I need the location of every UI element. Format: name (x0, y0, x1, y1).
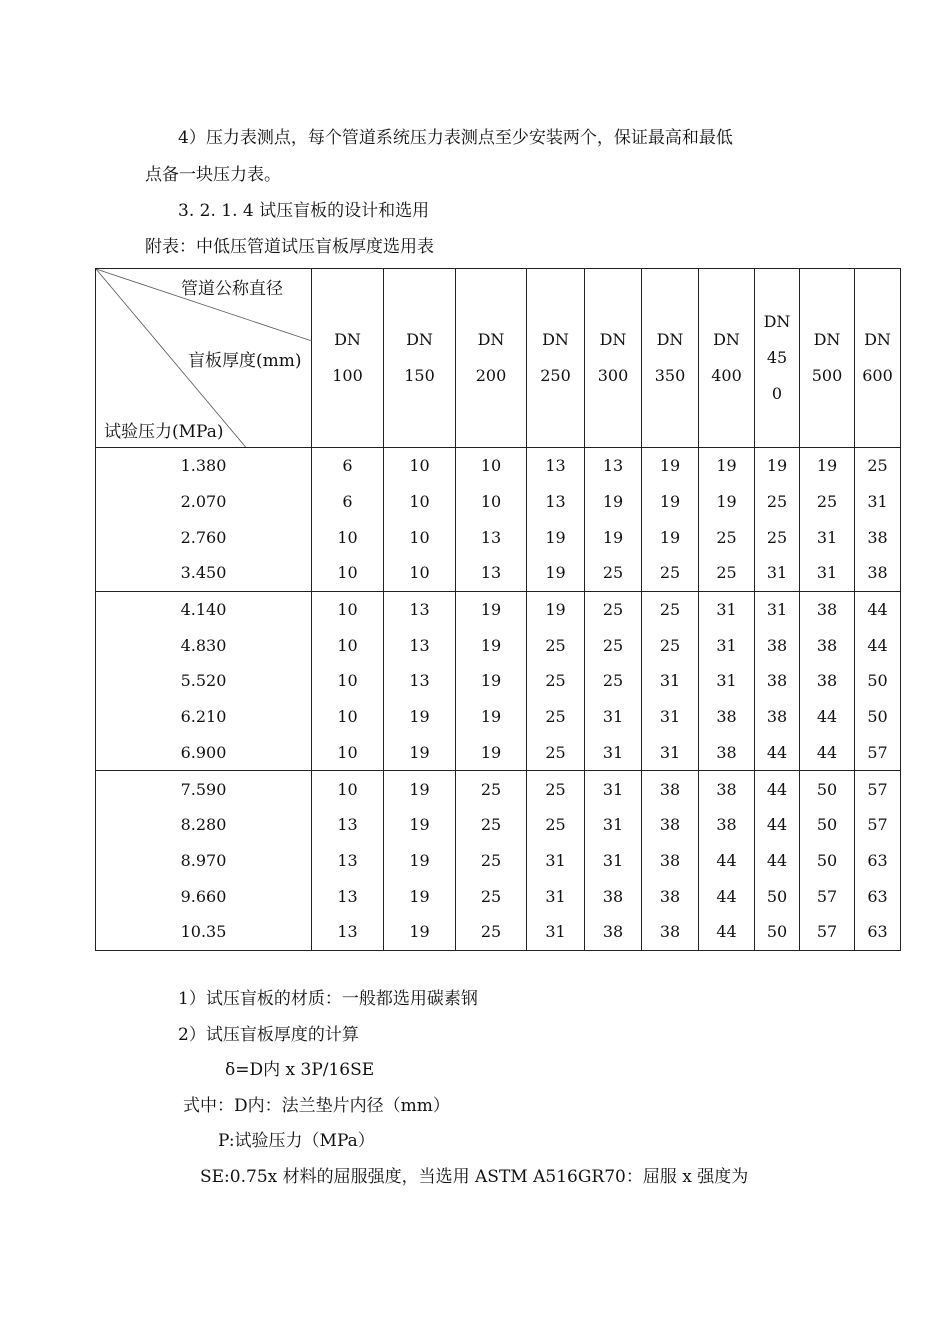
dn-header-text: 250 (540, 366, 571, 385)
table-row (96, 878, 901, 914)
thickness-cell: 50 (800, 807, 855, 843)
thickness-cell: 50 (800, 771, 855, 807)
thickness-cell: 50 (755, 878, 800, 914)
thickness-cell: 38 (855, 555, 901, 591)
thickness-cell: 19 (384, 771, 456, 807)
dn-header-text: 45 (766, 348, 788, 367)
dn-header-text: DN (713, 330, 740, 349)
thickness-cell: 25 (642, 627, 699, 663)
thickness-cell: 19 (699, 484, 755, 520)
pressure-cell: 9.660 (96, 878, 312, 914)
dn-header-text: 600 (862, 366, 893, 385)
thickness-cell: 13 (312, 843, 384, 879)
dn-column-header (384, 269, 456, 448)
thickness-cell: 25 (527, 735, 585, 771)
dn-header-text: 200 (475, 366, 507, 385)
thickness-cell: 31 (699, 627, 755, 663)
thickness-cell: 19 (755, 448, 800, 484)
dn-column-header (855, 269, 901, 448)
thickness-cell: 13 (312, 878, 384, 914)
table-row (96, 914, 901, 950)
corner-header-cell (96, 269, 312, 448)
thickness-cell: 25 (456, 771, 527, 807)
header-nominal-diameter: 管道公称直径 (181, 279, 283, 299)
formula: δ=D内 x 3P/16SE (225, 1060, 375, 1080)
thickness-cell: 25 (456, 914, 527, 950)
thickness-cell: 57 (855, 807, 901, 843)
pressure-cell: 6.900 (96, 735, 312, 771)
pressure-cell: 8.280 (96, 807, 312, 843)
blind-thickness-table (95, 268, 901, 951)
thickness-cell: 19 (456, 591, 527, 627)
thickness-cell: 19 (527, 555, 585, 591)
dn-header-text: DN (656, 330, 684, 349)
dn-header-text: 350 (654, 366, 686, 385)
formula-definition: SE:0.75x 材料的屈服强度，当选用 ASTM A516GR70：屈服 x 强度为 (200, 1167, 749, 1187)
thickness-cell: 10 (384, 555, 456, 591)
dn-column-header (800, 269, 855, 448)
table-row (96, 591, 901, 627)
thickness-cell: 19 (699, 448, 755, 484)
pressure-cell: 10.35 (96, 914, 312, 950)
thickness-cell: 19 (456, 699, 527, 735)
dn-column-header (699, 269, 755, 448)
dn-header-text: DN (334, 330, 361, 349)
thickness-cell: 38 (800, 663, 855, 699)
thickness-cell: 10 (384, 484, 456, 520)
thickness-cell: 57 (855, 735, 901, 771)
table-row (96, 448, 901, 484)
thickness-cell: 19 (384, 843, 456, 879)
thickness-cell: 31 (585, 771, 642, 807)
thickness-cell: 44 (699, 878, 755, 914)
thickness-cell: 25 (800, 484, 855, 520)
thickness-cell: 10 (384, 519, 456, 555)
pressure-cell: 2.760 (96, 519, 312, 555)
thickness-cell: 44 (800, 735, 855, 771)
thickness-cell: 31 (585, 699, 642, 735)
thickness-cell: 19 (800, 448, 855, 484)
thickness-cell: 25 (585, 555, 642, 591)
pressure-cell: 5.520 (96, 663, 312, 699)
thickness-cell: 31 (642, 663, 699, 699)
thickness-cell: 10 (312, 519, 384, 555)
dn-column-header (527, 269, 585, 448)
thickness-cell: 25 (642, 555, 699, 591)
thickness-cell: 25 (527, 627, 585, 663)
thickness-cell: 31 (755, 555, 800, 591)
thickness-cell: 19 (642, 448, 699, 484)
dn-header-text: DN (477, 330, 505, 349)
thickness-cell: 10 (312, 555, 384, 591)
table-row (96, 771, 901, 807)
thickness-cell: 63 (855, 878, 901, 914)
thickness-cell: 38 (642, 771, 699, 807)
thickness-cell: 25 (755, 484, 800, 520)
thickness-cell: 44 (855, 627, 901, 663)
dn-header-text: 400 (711, 366, 742, 385)
thickness-cell: 25 (456, 807, 527, 843)
thickness-cell: 38 (699, 771, 755, 807)
dn-header-text: 500 (811, 366, 843, 385)
thickness-cell: 19 (642, 519, 699, 555)
thickness-cell: 63 (855, 843, 901, 879)
dn-header-text: 0 (771, 384, 783, 403)
pressure-cell: 6.210 (96, 699, 312, 735)
thickness-cell: 38 (755, 627, 800, 663)
thickness-cell: 38 (800, 627, 855, 663)
thickness-cell: 38 (642, 843, 699, 879)
thickness-cell: 6 (312, 484, 384, 520)
thickness-cell: 50 (855, 699, 901, 735)
pressure-cell: 2.070 (96, 484, 312, 520)
thickness-cell: 57 (800, 878, 855, 914)
thickness-cell: 13 (456, 555, 527, 591)
thickness-cell: 31 (527, 878, 585, 914)
thickness-cell: 13 (527, 484, 585, 520)
thickness-cell: 50 (755, 914, 800, 950)
thickness-cell: 13 (585, 448, 642, 484)
dn-header-text: 300 (597, 366, 629, 385)
thickness-cell: 13 (527, 448, 585, 484)
thickness-cell: 25 (642, 591, 699, 627)
thickness-cell: 38 (699, 807, 755, 843)
thickness-cell: 38 (585, 878, 642, 914)
thickness-cell: 25 (585, 663, 642, 699)
thickness-cell: 44 (755, 771, 800, 807)
thickness-cell: 31 (755, 591, 800, 627)
thickness-cell: 25 (699, 555, 755, 591)
thickness-cell: 31 (585, 843, 642, 879)
dn-column-header (456, 269, 527, 448)
table-caption: 附表：中低压管道试压盲板厚度选用表 (145, 237, 434, 257)
thickness-cell: 19 (585, 519, 642, 555)
dn-column-header (755, 269, 800, 448)
table-row (96, 519, 901, 555)
note-line: 2）试压盲板厚度的计算 (178, 1025, 359, 1045)
dn-column-header (642, 269, 699, 448)
thickness-cell: 13 (456, 519, 527, 555)
dn-header-text: 150 (404, 366, 435, 385)
thickness-cell: 38 (642, 878, 699, 914)
formula-definition: 式中：D内：法兰垫片内径（mm） (183, 1096, 450, 1116)
thickness-cell: 44 (755, 735, 800, 771)
thickness-cell: 31 (585, 735, 642, 771)
thickness-cell: 25 (527, 699, 585, 735)
header-blind-thickness: 盲板厚度(mm) (188, 351, 302, 371)
thickness-cell: 50 (855, 663, 901, 699)
thickness-cell: 25 (755, 519, 800, 555)
thickness-cell: 19 (456, 663, 527, 699)
thickness-cell: 44 (699, 843, 755, 879)
thickness-cell: 13 (312, 914, 384, 950)
dn-header-text: DN (763, 312, 791, 331)
thickness-cell: 44 (855, 591, 901, 627)
thickness-cell: 10 (384, 448, 456, 484)
thickness-cell: 25 (855, 448, 901, 484)
table-row (96, 484, 901, 520)
thickness-cell: 44 (755, 843, 800, 879)
thickness-cell: 10 (456, 448, 527, 484)
thickness-cell: 10 (312, 699, 384, 735)
header-test-pressure: 试验压力(MPa) (104, 422, 224, 442)
paragraph-line: 4）压力表测点，每个管道系统压力表测点至少安装两个，保证最高和最低 (178, 128, 733, 148)
table-row (96, 627, 901, 663)
pressure-cell: 4.140 (96, 591, 312, 627)
thickness-cell: 44 (699, 914, 755, 950)
dn-column-header (585, 269, 642, 448)
thickness-cell: 25 (527, 807, 585, 843)
thickness-cell: 57 (855, 771, 901, 807)
thickness-cell: 31 (642, 699, 699, 735)
pressure-cell: 8.970 (96, 843, 312, 879)
table-row (96, 699, 901, 735)
thickness-cell: 25 (456, 878, 527, 914)
thickness-cell: 25 (456, 843, 527, 879)
thickness-cell: 63 (855, 914, 901, 950)
formula-definition: P:试验压力（MPa） (218, 1131, 375, 1151)
thickness-cell: 38 (585, 914, 642, 950)
thickness-cell: 19 (527, 591, 585, 627)
table-row (96, 843, 901, 879)
paragraph-line: 点备一块压力表。 (145, 165, 281, 185)
table-row (96, 555, 901, 591)
thickness-cell: 13 (384, 627, 456, 663)
thickness-cell: 19 (527, 519, 585, 555)
thickness-cell: 19 (384, 699, 456, 735)
dn-column-header (312, 269, 384, 448)
table-row (96, 663, 901, 699)
thickness-cell: 38 (855, 519, 901, 555)
thickness-cell: 31 (855, 484, 901, 520)
pressure-cell: 3.450 (96, 555, 312, 591)
thickness-cell: 19 (384, 807, 456, 843)
thickness-cell: 19 (384, 878, 456, 914)
dn-header-text: DN (813, 330, 841, 349)
thickness-cell: 13 (312, 807, 384, 843)
thickness-cell: 38 (699, 699, 755, 735)
thickness-cell: 31 (699, 591, 755, 627)
pressure-cell: 4.830 (96, 627, 312, 663)
thickness-cell: 19 (384, 914, 456, 950)
dn-header-text: DN (599, 330, 627, 349)
pressure-cell: 7.590 (96, 771, 312, 807)
thickness-cell: 31 (527, 843, 585, 879)
thickness-cell: 50 (800, 843, 855, 879)
pressure-cell: 1.380 (96, 448, 312, 484)
thickness-cell: 31 (800, 555, 855, 591)
thickness-cell: 19 (456, 735, 527, 771)
thickness-cell: 19 (642, 484, 699, 520)
thickness-cell: 19 (585, 484, 642, 520)
thickness-cell: 31 (527, 914, 585, 950)
thickness-cell: 25 (527, 771, 585, 807)
dn-header-text: DN (406, 330, 433, 349)
thickness-cell: 10 (312, 663, 384, 699)
table-header-row (96, 269, 901, 448)
thickness-cell: 31 (585, 807, 642, 843)
thickness-cell: 10 (312, 591, 384, 627)
thickness-cell: 19 (456, 627, 527, 663)
thickness-cell: 38 (642, 914, 699, 950)
note-line: 1）试压盲板的材质：一般都选用碳素钢 (178, 989, 478, 1009)
dn-header-text: DN (542, 330, 569, 349)
table-row (96, 735, 901, 771)
thickness-cell: 44 (800, 699, 855, 735)
thickness-cell: 10 (312, 627, 384, 663)
table-row (96, 807, 901, 843)
dn-header-text: 100 (332, 366, 363, 385)
thickness-cell: 13 (384, 591, 456, 627)
thickness-cell: 6 (312, 448, 384, 484)
thickness-cell: 31 (642, 735, 699, 771)
thickness-cell: 10 (312, 771, 384, 807)
thickness-cell: 38 (642, 807, 699, 843)
thickness-cell: 38 (755, 663, 800, 699)
thickness-cell: 57 (800, 914, 855, 950)
thickness-cell: 31 (699, 663, 755, 699)
thickness-cell: 38 (800, 591, 855, 627)
thickness-cell: 38 (755, 699, 800, 735)
thickness-cell: 10 (456, 484, 527, 520)
thickness-cell: 10 (312, 735, 384, 771)
thickness-cell: 13 (384, 663, 456, 699)
thickness-cell: 19 (384, 735, 456, 771)
thickness-cell: 25 (585, 591, 642, 627)
dn-header-text: DN (864, 330, 891, 349)
section-heading: 3. 2. 1. 4 试压盲板的设计和选用 (178, 201, 430, 221)
thickness-cell: 25 (527, 663, 585, 699)
thickness-cell: 25 (699, 519, 755, 555)
thickness-cell: 25 (585, 627, 642, 663)
thickness-cell: 31 (800, 519, 855, 555)
thickness-cell: 44 (755, 807, 800, 843)
thickness-cell: 38 (699, 735, 755, 771)
